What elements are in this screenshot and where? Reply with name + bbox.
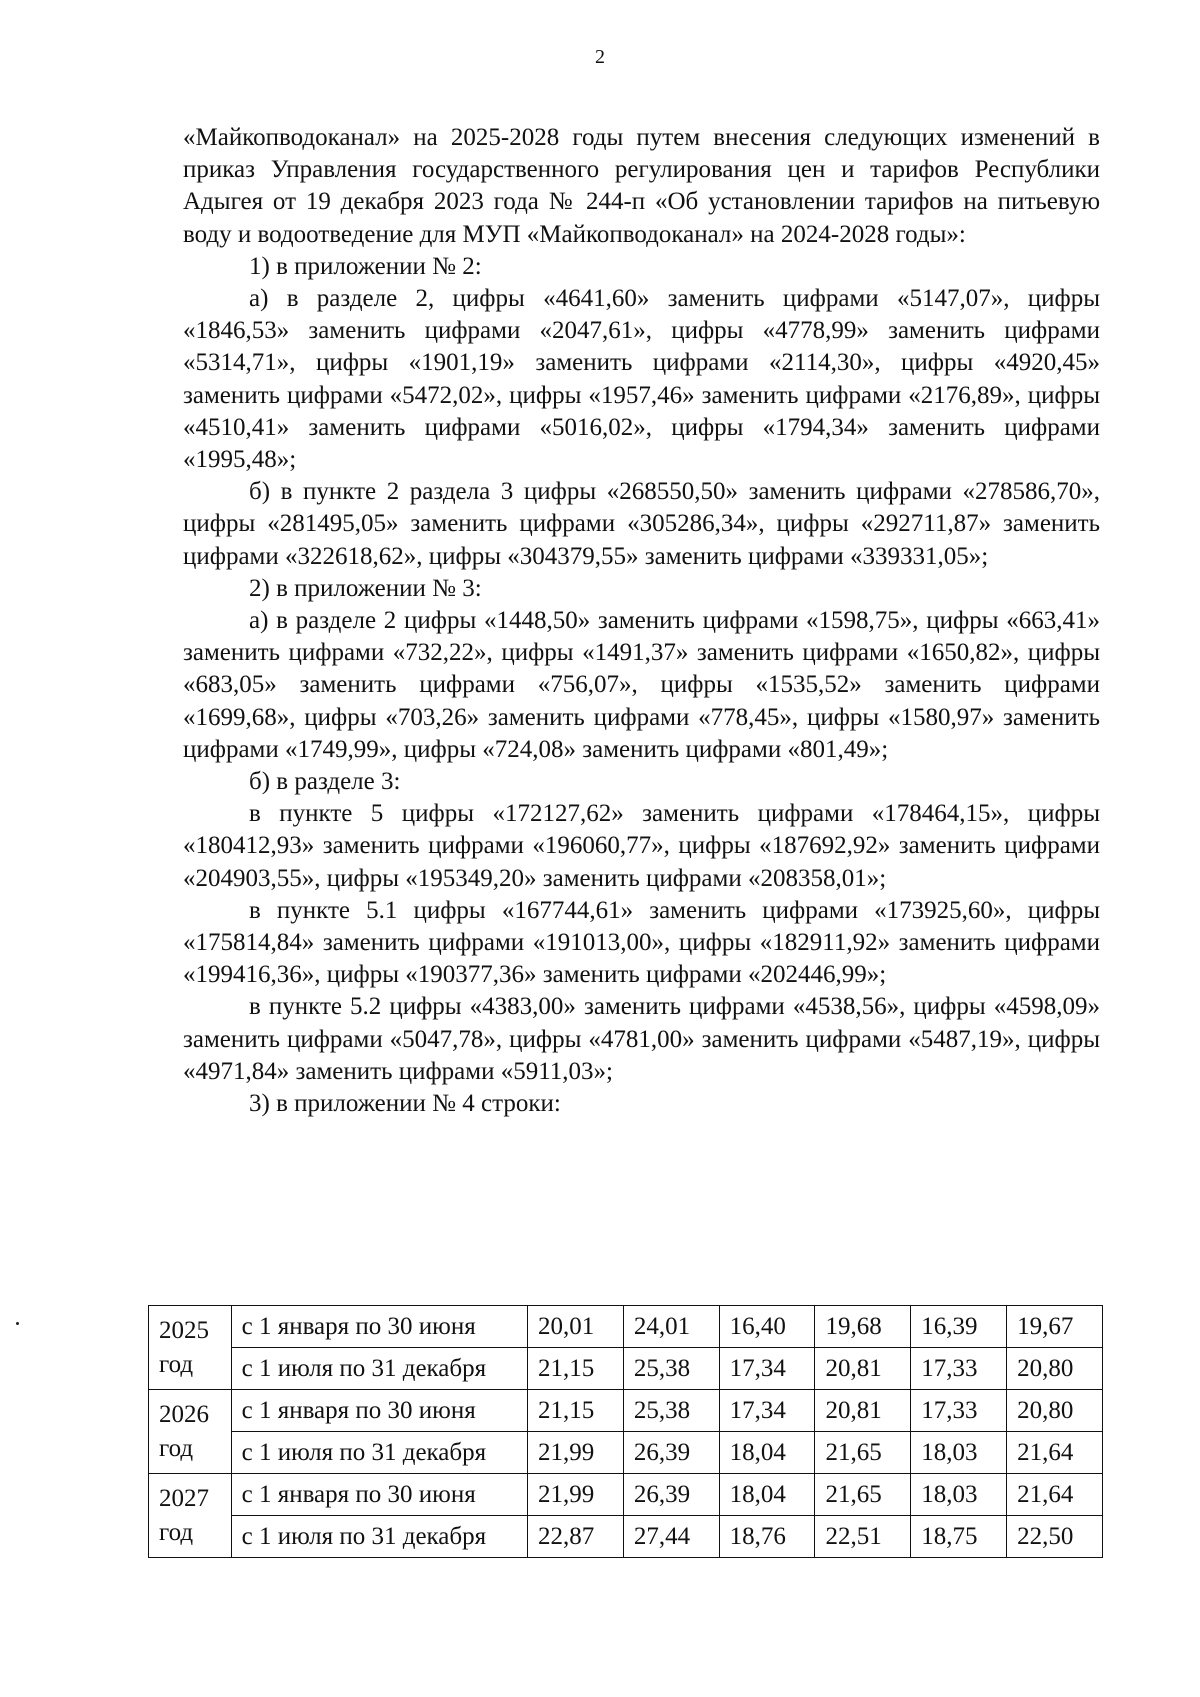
paragraph: а) в разделе 2, цифры «4641,60» заменить цифрами «5147,07», цифры «1846,53» заменить цифрами «2047,61», цифры «4778,99» заменить цифрами «5314,71», цифры «1901,19» заменить цифрами «2114,30», цифры «4920,45» заменить цифрами «5472,02», цифры «1957,46» заменить цифрами «2176,89», цифры «4510,41» заменить цифрами «5016,02», цифры «1794,34» заменить цифрами «1995,48»; — [183, 285, 1100, 474]
paragraph: в пункте 5 цифры «172127,62» заменить цифрами «178464,15», цифры «180412,93» заменить цифрами «196060,77», цифры «187692,92» заменить цифрами «204903,55», цифры «195349,20» заменить цифрами «208358,01»; — [183, 800, 1100, 892]
tariff-value-cell: 21,99 — [528, 1432, 624, 1474]
tariff-value-cell: 22,51 — [815, 1516, 911, 1558]
year-number: 2027 — [159, 1484, 209, 1512]
page-number: 2 — [595, 46, 605, 68]
tariff-value-cell: 21,64 — [1007, 1474, 1103, 1516]
tariff-value-cell: 21,15 — [528, 1348, 624, 1390]
tariff-value-cell: 21,64 — [1007, 1432, 1103, 1474]
paragraph: в пункте 5.2 цифры «4383,00» заменить цифрами «4538,56», цифры «4598,09» заменить цифрами «5047,78», цифры «4781,00» заменить цифрами «5487,19», цифры «4971,84» заменить цифрами «5911,03»; — [183, 993, 1100, 1085]
tariff-value-cell: 17,33 — [911, 1390, 1007, 1432]
tariff-value-cell: 26,39 — [623, 1474, 719, 1516]
paragraph: в пункте 5.1 цифры «167744,61» заменить цифрами «173925,60», цифры «175814,84» заменить цифрами «191013,00», цифры «182911,92» заменить цифрами «199416,36», цифры «190377,36» заменить цифрами «202446,99»; — [183, 896, 1100, 989]
tariff-value-cell: 18,04 — [719, 1474, 815, 1516]
table-row — [149, 1348, 1103, 1390]
year-cell — [149, 1474, 232, 1558]
period-cell: с 1 января по 30 июня — [231, 1474, 527, 1516]
year-word: год — [159, 1518, 194, 1546]
tariff-value-cell: 18,03 — [911, 1432, 1007, 1474]
tariff-value-cell: 19,67 — [1007, 1306, 1103, 1348]
year-cell — [149, 1306, 232, 1390]
table-row — [149, 1390, 1103, 1432]
period-cell: с 1 января по 30 июня — [231, 1306, 527, 1348]
tariff-value-cell: 26,39 — [623, 1432, 719, 1474]
table-row — [149, 1306, 1103, 1348]
paragraph: 1) в приложении № 2: — [249, 252, 482, 280]
tariff-value-cell: 22,50 — [1007, 1516, 1103, 1558]
tariff-value-cell: 21,65 — [815, 1432, 911, 1474]
year-number: 2026 — [159, 1400, 209, 1428]
tariff-value-cell: 21,99 — [528, 1474, 624, 1516]
paragraph: 3) в приложении № 4 строки: — [249, 1090, 561, 1118]
year-word: год — [159, 1350, 194, 1378]
tariff-value-cell: 17,33 — [911, 1348, 1007, 1390]
tariff-value-cell: 27,44 — [623, 1516, 719, 1558]
paragraph: 2) в приложении № 3: — [249, 574, 482, 602]
tariff-value-cell: 20,80 — [1007, 1390, 1103, 1432]
period-cell: с 1 июля по 31 декабря — [231, 1432, 527, 1474]
order-text — [183, 122, 1100, 1120]
tariff-value-cell: 24,01 — [623, 1306, 719, 1348]
tariff-value-cell: 21,15 — [528, 1390, 624, 1432]
tariff-value-cell: 21,65 — [815, 1474, 911, 1516]
tariff-value-cell: 22,87 — [528, 1516, 624, 1558]
tariff-value-cell: 25,38 — [623, 1348, 719, 1390]
table-row — [149, 1432, 1103, 1474]
tariff-value-cell: 19,68 — [815, 1306, 911, 1348]
tariff-value-cell: 17,34 — [719, 1348, 815, 1390]
tariff-value-cell: 20,80 — [1007, 1348, 1103, 1390]
period-cell: с 1 июля по 31 декабря — [231, 1516, 527, 1558]
tariff-value-cell: 20,81 — [815, 1390, 911, 1432]
tariff-value-cell: 16,39 — [911, 1306, 1007, 1348]
paragraph: «Майкопводоканал» на 2025-2028 годы путем внесения следующих изменений в приказ Управления государственного регулирования цен и тарифов Республики Адыгея от 19 декабря 2023 года № 244-п «Об установлении тарифов на питьевую воду и водоотведение для МУП «Майкопводоканал» на 2024-2028 годы»: — [183, 124, 1100, 248]
table-row — [149, 1516, 1103, 1558]
year-number: 2025 — [159, 1316, 209, 1344]
period-cell: с 1 января по 30 июня — [231, 1390, 527, 1432]
year-cell — [149, 1390, 232, 1474]
tariff-value-cell: 16,40 — [719, 1306, 815, 1348]
paragraph: а) в разделе 2 цифры «1448,50» заменить цифрами «1598,75», цифры «663,41» заменить цифрами «732,22», цифры «1491,37» заменить цифрами «1650,82», цифры «683,05» заменить цифрами «756,07», цифры «1535,52» заменить цифрами «1699,68», цифры «703,26» заменить цифрами «778,45», цифры «1580,97» заменить цифрами «1749,99», цифры «724,08» заменить цифрами «801,49»; — [183, 607, 1100, 763]
tariff-value-cell: 20,81 — [815, 1348, 911, 1390]
tariff-value-cell: 18,76 — [719, 1516, 815, 1558]
year-word: год — [159, 1434, 194, 1462]
paragraph: б) в пункте 2 раздела 3 цифры «268550,50» заменить цифрами «278586,70», цифры «281495,05» заменить цифрами «305286,34», цифры «292711,87» заменить цифрами «322618,62», цифры «304379,55» заменить цифрами «339331,05»; — [183, 478, 1100, 570]
tariff-value-cell: 18,75 — [911, 1516, 1007, 1558]
period-cell: с 1 июля по 31 декабря — [231, 1348, 527, 1390]
tariff-value-cell: 18,04 — [719, 1432, 815, 1474]
tariff-value-cell: 17,34 — [719, 1390, 815, 1432]
table-row — [149, 1474, 1103, 1516]
paragraph: б) в разделе 3: — [249, 768, 401, 796]
tariff-value-cell: 18,03 — [911, 1474, 1007, 1516]
scan-speck — [16, 1322, 19, 1325]
tariff-table — [148, 1305, 1103, 1558]
tariff-value-cell: 20,01 — [528, 1306, 624, 1348]
tariff-value-cell: 25,38 — [623, 1390, 719, 1432]
